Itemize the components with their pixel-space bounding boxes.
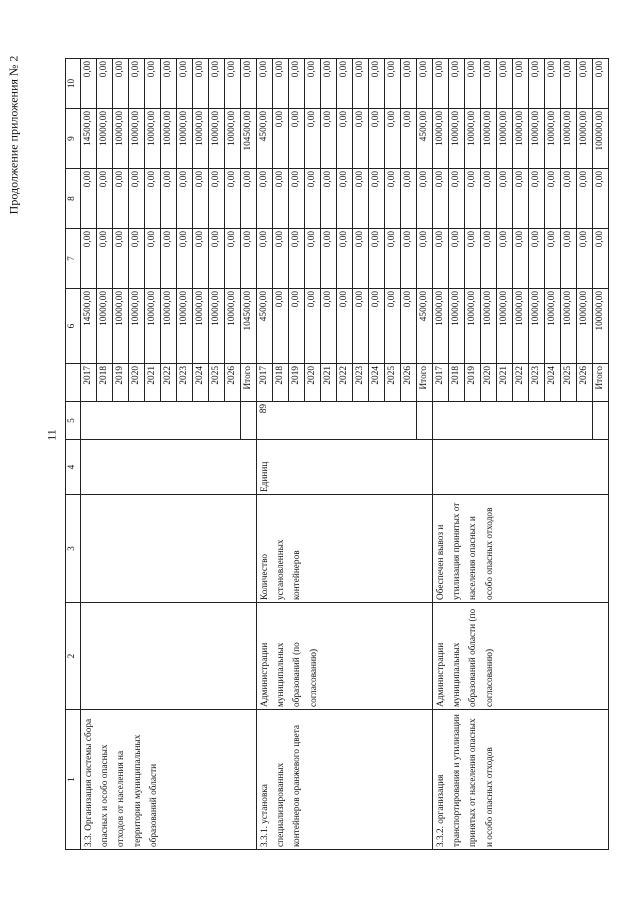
value-cell-9: 10000,00 [129,109,145,169]
value-cell-6: 10000,00 [465,289,481,364]
year-cell: 2023 [177,364,193,402]
value-cell-9: 10000,00 [481,109,497,169]
value-cell-10: 0,00 [161,59,177,109]
table-row [81,59,97,850]
year-cell: 2022 [337,364,353,402]
value-cell-6: 0,00 [385,289,401,364]
value-cell-10: 0,00 [577,59,593,109]
value-cell-10: 0,00 [305,59,321,109]
total-empty-cell [417,402,433,440]
value-cell-9: 0,00 [369,109,385,169]
year-cell: 2026 [401,364,417,402]
value-cell-9: 4500,00 [417,109,433,169]
value-cell-8: 0,00 [593,169,609,229]
value-cell-6: 10000,00 [433,289,449,364]
value-cell-8: 0,00 [161,169,177,229]
section-executor: Администрации муниципальных образований области (по согласованию) [433,603,609,710]
value-cell-6: 10000,00 [577,289,593,364]
value-cell-9: 104500,00 [241,109,257,169]
value-cell-6: 10000,00 [161,289,177,364]
value-cell-8: 0,00 [497,169,513,229]
year-cell: 2018 [449,364,465,402]
value-cell-10: 0,00 [289,59,305,109]
year-cell: 2017 [81,364,97,402]
year-cell: 2023 [353,364,369,402]
value-cell-7: 0,00 [353,229,369,289]
col-header-3: 3 [66,495,81,603]
value-cell-8: 0,00 [273,169,289,229]
value-cell-8: 0,00 [177,169,193,229]
year-cell: 2026 [577,364,593,402]
value-cell-7: 0,00 [593,229,609,289]
value-cell-8: 0,00 [513,169,529,229]
value-cell-6: 10000,00 [529,289,545,364]
value-cell-9: 0,00 [337,109,353,169]
value-cell-9: 0,00 [353,109,369,169]
value-cell-10: 0,00 [369,59,385,109]
value-cell-7: 0,00 [369,229,385,289]
value-cell-9: 100000,00 [593,109,609,169]
value-cell-10: 0,00 [449,59,465,109]
value-cell-10: 0,00 [497,59,513,109]
col-header-5: 5 [66,402,81,440]
year-cell: 2026 [225,364,241,402]
col-header-10: 10 [66,59,81,109]
value-cell-7: 0,00 [113,229,129,289]
value-cell-6: 0,00 [369,289,385,364]
value-cell-8: 0,00 [529,169,545,229]
value-cell-9: 10000,00 [465,109,481,169]
value-cell-10: 0,00 [225,59,241,109]
value-cell-10: 0,00 [337,59,353,109]
col-header-1: 1 [66,710,81,850]
value-cell-7: 0,00 [385,229,401,289]
value-cell-7: 0,00 [497,229,513,289]
value-cell-8: 0,00 [321,169,337,229]
section-unit [81,440,257,495]
value-cell-10: 0,00 [561,59,577,109]
col-header-8: 8 [66,169,81,229]
value-cell-9: 0,00 [289,109,305,169]
year-cell: 2022 [513,364,529,402]
year-cell: 2017 [433,364,449,402]
year-cell: 2024 [193,364,209,402]
value-cell-6: 10000,00 [497,289,513,364]
value-cell-6: 10000,00 [113,289,129,364]
value-cell-10: 0,00 [177,59,193,109]
value-cell-6: 0,00 [401,289,417,364]
value-cell-10: 0,00 [385,59,401,109]
value-cell-7: 0,00 [97,229,113,289]
section-unit: Единиц [257,440,433,495]
value-cell-9: 0,00 [401,109,417,169]
value-cell-8: 0,00 [545,169,561,229]
value-cell-7: 0,00 [241,229,257,289]
value-cell-8: 0,00 [257,169,273,229]
value-cell-6: 10000,00 [449,289,465,364]
continuation-title-text: Продолжение приложения № 2 [6,55,21,215]
value-cell-9: 10000,00 [177,109,193,169]
value-cell-6: 0,00 [353,289,369,364]
continuation-title [2,40,26,230]
value-cell-7: 0,00 [337,229,353,289]
total-empty-cell [241,402,257,440]
section-indicator: Количество установленных контейнеров [257,495,433,603]
value-cell-10: 0,00 [465,59,481,109]
value-cell-7: 0,00 [561,229,577,289]
value-cell-6: 10000,00 [177,289,193,364]
year-cell: Итого [241,364,257,402]
value-cell-7: 0,00 [433,229,449,289]
value-cell-10: 0,00 [193,59,209,109]
value-cell-10: 0,00 [401,59,417,109]
value-cell-9: 10000,00 [545,109,561,169]
value-cell-6: 100000,00 [593,289,609,364]
value-cell-7: 0,00 [225,229,241,289]
year-cell: 2025 [561,364,577,402]
col-header-5b [66,364,81,402]
year-cell: 2024 [545,364,561,402]
value-cell-9: 0,00 [321,109,337,169]
value-cell-7: 0,00 [449,229,465,289]
value-cell-10: 0,00 [257,59,273,109]
col-header-2: 2 [66,603,81,710]
value-cell-9: 10000,00 [577,109,593,169]
value-cell-8: 0,00 [401,169,417,229]
year-cell: 2023 [529,364,545,402]
value-cell-7: 0,00 [321,229,337,289]
table-body [81,59,609,850]
value-cell-10: 0,00 [129,59,145,109]
section-value [81,402,241,440]
value-cell-7: 0,00 [81,229,97,289]
value-cell-10: 0,00 [513,59,529,109]
section-value [433,402,593,440]
column-number-row [66,59,81,850]
value-cell-9: 0,00 [305,109,321,169]
value-cell-9: 0,00 [273,109,289,169]
value-cell-6: 0,00 [273,289,289,364]
value-cell-6: 4500,00 [417,289,433,364]
value-cell-6: 10000,00 [97,289,113,364]
value-cell-9: 14500,00 [81,109,97,169]
value-cell-10: 0,00 [529,59,545,109]
value-cell-9: 10000,00 [193,109,209,169]
budget-table [65,58,609,850]
section-unit [433,440,609,495]
value-cell-7: 0,00 [417,229,433,289]
page-number-text: 11 [44,429,59,441]
value-cell-9: 10000,00 [97,109,113,169]
col-header-9: 9 [66,109,81,169]
value-cell-9: 0,00 [385,109,401,169]
value-cell-6: 10000,00 [561,289,577,364]
value-cell-9: 10000,00 [513,109,529,169]
value-cell-8: 0,00 [577,169,593,229]
col-header-7: 7 [66,229,81,289]
value-cell-6: 14500,00 [81,289,97,364]
value-cell-7: 0,00 [177,229,193,289]
value-cell-9: 10000,00 [113,109,129,169]
value-cell-7: 0,00 [513,229,529,289]
value-cell-7: 0,00 [257,229,273,289]
value-cell-7: 0,00 [465,229,481,289]
value-cell-6: 0,00 [337,289,353,364]
section-value: 89 [257,402,417,440]
value-cell-6: 10000,00 [545,289,561,364]
section-executor [81,603,257,710]
value-cell-8: 0,00 [241,169,257,229]
year-cell: 2019 [113,364,129,402]
value-cell-9: 10000,00 [529,109,545,169]
value-cell-8: 0,00 [369,169,385,229]
year-cell: 2025 [385,364,401,402]
value-cell-10: 0,00 [241,59,257,109]
value-cell-10: 0,00 [417,59,433,109]
value-cell-6: 10000,00 [193,289,209,364]
value-cell-8: 0,00 [129,169,145,229]
year-cell: 2021 [497,364,513,402]
value-cell-8: 0,00 [449,169,465,229]
value-cell-6: 0,00 [321,289,337,364]
table-row [257,59,273,850]
value-cell-9: 10000,00 [145,109,161,169]
value-cell-8: 0,00 [289,169,305,229]
value-cell-10: 0,00 [273,59,289,109]
year-cell: 2021 [145,364,161,402]
value-cell-8: 0,00 [145,169,161,229]
value-cell-10: 0,00 [481,59,497,109]
year-cell: 2017 [257,364,273,402]
value-cell-6: 10000,00 [145,289,161,364]
value-cell-6: 0,00 [289,289,305,364]
value-cell-7: 0,00 [145,229,161,289]
section-indicator: Обеспечен вывоз и утилизация принятых от населения опасных и особо опасных отходов [433,495,609,603]
year-cell: 2025 [209,364,225,402]
total-empty-cell [593,402,609,440]
value-cell-7: 0,00 [401,229,417,289]
col-header-4: 4 [66,440,81,495]
value-cell-8: 0,00 [113,169,129,229]
value-cell-7: 0,00 [209,229,225,289]
section-name: 3.3.1. установка специализированных контейнеров оранжевого цвета [257,710,433,850]
year-cell: 2024 [369,364,385,402]
year-cell: 2019 [289,364,305,402]
value-cell-8: 0,00 [433,169,449,229]
value-cell-8: 0,00 [305,169,321,229]
value-cell-8: 0,00 [353,169,369,229]
rotated-table-wrapper [65,60,605,850]
year-cell: 2018 [273,364,289,402]
value-cell-10: 0,00 [81,59,97,109]
value-cell-9: 10000,00 [449,109,465,169]
value-cell-7: 0,00 [481,229,497,289]
value-cell-7: 0,00 [161,229,177,289]
value-cell-6: 10000,00 [513,289,529,364]
value-cell-9: 10000,00 [497,109,513,169]
year-cell: 2020 [129,364,145,402]
value-cell-7: 0,00 [305,229,321,289]
year-cell: 2021 [321,364,337,402]
year-cell: 2019 [465,364,481,402]
value-cell-7: 0,00 [129,229,145,289]
value-cell-7: 0,00 [529,229,545,289]
year-cell: 2022 [161,364,177,402]
value-cell-7: 0,00 [577,229,593,289]
page-number [46,415,58,455]
value-cell-8: 0,00 [225,169,241,229]
value-cell-8: 0,00 [97,169,113,229]
value-cell-6: 10000,00 [209,289,225,364]
col-header-6: 6 [66,289,81,364]
value-cell-10: 0,00 [433,59,449,109]
value-cell-10: 0,00 [113,59,129,109]
value-cell-9: 10000,00 [561,109,577,169]
value-cell-6: 0,00 [305,289,321,364]
value-cell-8: 0,00 [417,169,433,229]
value-cell-9: 10000,00 [161,109,177,169]
value-cell-8: 0,00 [81,169,97,229]
section-name: 3.3.2. организация транспортирования и утилизации принятых от населения опасных и особо опасных отходов [433,710,609,850]
value-cell-10: 0,00 [145,59,161,109]
value-cell-10: 0,00 [593,59,609,109]
value-cell-10: 0,00 [321,59,337,109]
section-name: 3.3. Организация системы сбора опасных и особо опасных отходов от населения на территории муниципальных образований области [81,710,257,850]
value-cell-6: 10000,00 [129,289,145,364]
value-cell-10: 0,00 [209,59,225,109]
year-cell: 2018 [97,364,113,402]
value-cell-8: 0,00 [385,169,401,229]
value-cell-8: 0,00 [561,169,577,229]
year-cell: 2020 [305,364,321,402]
value-cell-7: 0,00 [545,229,561,289]
section-indicator [81,495,257,603]
value-cell-6: 4500,00 [257,289,273,364]
value-cell-10: 0,00 [97,59,113,109]
table-row [433,59,449,850]
value-cell-9: 4500,00 [257,109,273,169]
value-cell-7: 0,00 [289,229,305,289]
year-cell: 2020 [481,364,497,402]
value-cell-10: 0,00 [353,59,369,109]
value-cell-9: 10000,00 [209,109,225,169]
value-cell-6: 104500,00 [241,289,257,364]
value-cell-9: 10000,00 [433,109,449,169]
value-cell-8: 0,00 [209,169,225,229]
value-cell-10: 0,00 [545,59,561,109]
value-cell-7: 0,00 [193,229,209,289]
value-cell-6: 10000,00 [225,289,241,364]
value-cell-9: 10000,00 [225,109,241,169]
value-cell-8: 0,00 [465,169,481,229]
year-cell: Итого [417,364,433,402]
value-cell-8: 0,00 [337,169,353,229]
year-cell: Итого [593,364,609,402]
section-executor: Администрации муниципальных образований (по согласованию) [257,603,433,710]
value-cell-7: 0,00 [273,229,289,289]
value-cell-8: 0,00 [481,169,497,229]
value-cell-8: 0,00 [193,169,209,229]
value-cell-6: 10000,00 [481,289,497,364]
